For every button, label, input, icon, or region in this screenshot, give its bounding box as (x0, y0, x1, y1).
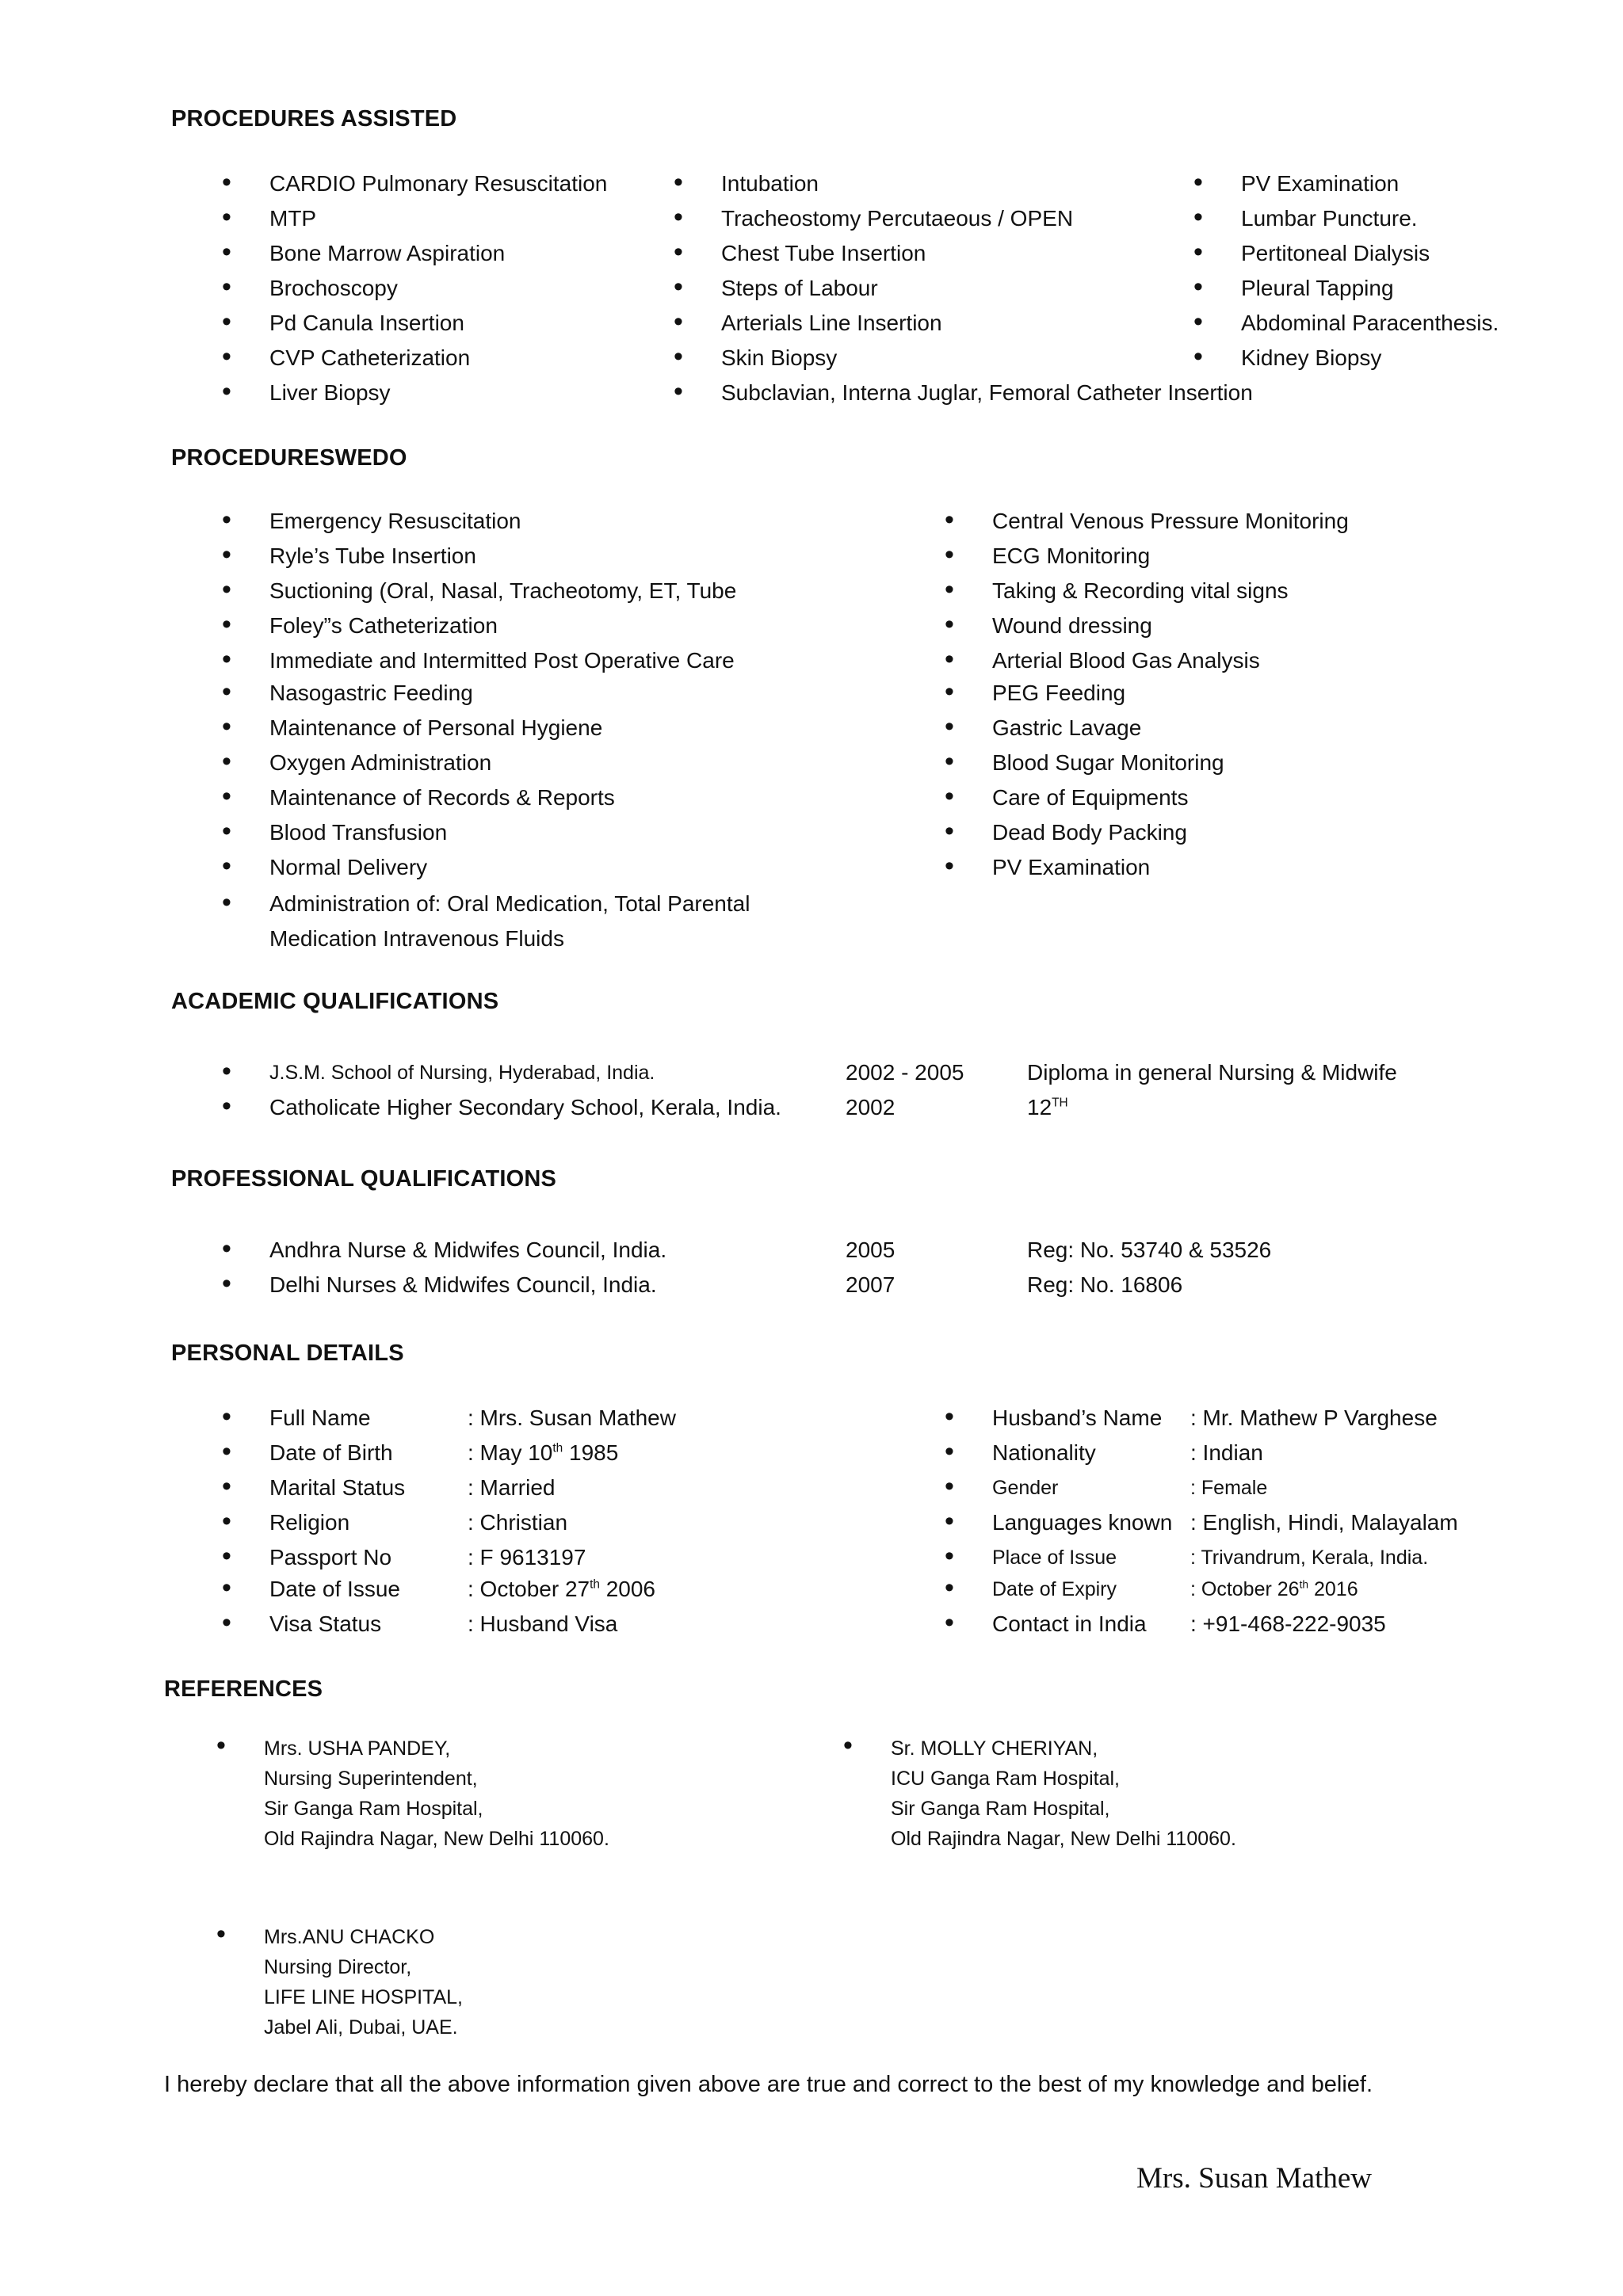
personal-value: : +91-468-222-9035 (1190, 1611, 1386, 1636)
list-item: • Nasogastric Feeding (269, 679, 473, 707)
personal-value: : October 26th 2016 (1190, 1578, 1358, 1600)
list-item: • Normal Delivery (269, 853, 427, 882)
personal-details-heading: PERSONAL DETAILS (171, 1341, 404, 1366)
personal-value: : Indian (1190, 1440, 1263, 1465)
list-item: • Subclavian, Interna Juglar, Femoral Catheter Insertion (721, 379, 1253, 407)
reference-hospital: LIFE LINE HOSPITAL, (264, 1986, 464, 2008)
professional-year: 2005 (846, 1238, 896, 1262)
reference-entry (264, 1733, 609, 1854)
list-item: • PV Examination (992, 853, 1150, 882)
references-heading: REFERENCES (164, 1676, 323, 1702)
personal-value: : Christian (468, 1510, 568, 1535)
professional-council: • Andhra Nurse & Midwifes Council, India. (269, 1236, 666, 1264)
registration-number: Reg: No. 16806 (1027, 1272, 1183, 1297)
personal-value: : May 10th 1985 (468, 1440, 619, 1465)
personal-label: • Date of Birth (269, 1439, 393, 1467)
reference-entry (264, 1922, 463, 2042)
list-item: • Lumbar Puncture. (1241, 204, 1418, 233)
professional-qualifications-heading: PROFESSIONAL QUALIFICATIONS (171, 1166, 557, 1192)
list-item: • Kidney Biopsy (1241, 344, 1381, 372)
personal-label: • Gender (992, 1474, 1058, 1502)
reference-name: • Sr. MOLLY CHERIYAN, (891, 1737, 1098, 1760)
reference-address: Old Rajindra Nagar, New Delhi 110060. (264, 1828, 609, 1850)
list-item: • Tracheostomy Percutaeous / OPEN (721, 204, 1073, 233)
academic-year: 2002 (846, 1095, 896, 1119)
declaration-text: I hereby declare that all the above information given above are true and correct to the best of my knowledge and belief. (164, 2072, 1373, 2097)
personal-value: : October 27th 2006 (468, 1577, 656, 1601)
personal-label: • Religion (269, 1508, 349, 1537)
reference-hospital: Sir Ganga Ram Hospital, (264, 1798, 483, 1820)
academic-institution: • J.S.M. School of Nursing, Hyderabad, India. (269, 1058, 655, 1087)
list-item: • Taking & Recording vital signs (992, 577, 1289, 605)
reference-title: Nursing Director, (264, 1956, 412, 1978)
list-item: • Administration of: Oral Medication, Total Parental (269, 890, 750, 918)
list-item: • CVP Catheterization (269, 344, 470, 372)
list-item: • Gastric Lavage (992, 714, 1141, 742)
personal-label: • Date of Issue (269, 1575, 400, 1604)
list-item: • Abdominal Paracenthesis. (1241, 309, 1499, 338)
list-item: • Intubation (721, 170, 819, 198)
personal-label: • Contact in India (992, 1610, 1147, 1638)
personal-label: • Full Name (269, 1404, 371, 1432)
list-item: • Suctioning (Oral, Nasal, Tracheotomy, ET, Tube (269, 577, 736, 605)
list-item: • Foley”s Catheterization (269, 612, 498, 640)
list-item: • Blood Transfusion (269, 818, 447, 847)
registration-number: Reg: No. 53740 & 53526 (1027, 1238, 1272, 1262)
list-item: • PV Examination (1241, 170, 1399, 198)
list-item: • Skin Biopsy (721, 344, 837, 372)
academic-qualifications-heading: ACADEMIC QUALIFICATIONS (171, 989, 499, 1014)
list-item: • Care of Equipments (992, 784, 1188, 812)
procedures-assisted-heading: PROCEDURES ASSISTED (171, 106, 457, 132)
reference-hospital: Sir Ganga Ram Hospital, (891, 1798, 1110, 1820)
personal-value: : Husband Visa (468, 1611, 618, 1636)
academic-institution: • Catholicate Higher Secondary School, Kerala, India. (269, 1093, 781, 1122)
list-item: • Central Venous Pressure Monitoring (992, 507, 1349, 536)
personal-label: • Languages known (992, 1508, 1172, 1537)
list-item: • Steps of Labour (721, 274, 878, 303)
personal-label: • Marital Status (269, 1474, 405, 1502)
personal-value: : Mrs. Susan Mathew (468, 1405, 676, 1430)
list-item: • Chest Tube Insertion (721, 239, 926, 268)
superscript: TH (1052, 1096, 1068, 1110)
list-item: • Pd Canula Insertion (269, 309, 464, 338)
personal-value: : Female (1190, 1477, 1268, 1499)
personal-value: : F 9613197 (468, 1545, 586, 1569)
personal-label: • Visa Status (269, 1610, 381, 1638)
list-item: • Brochoscopy (269, 274, 398, 303)
list-item: • Emergency Resuscitation (269, 507, 521, 536)
reference-entry (891, 1733, 1236, 1854)
personal-value: : English, Hindi, Malayalam (1190, 1510, 1458, 1535)
academic-detail: 12TH (1027, 1095, 1068, 1119)
academic-year: 2002 - 2005 (846, 1060, 964, 1085)
list-item: • Maintenance of Records & Reports (269, 784, 615, 812)
list-item: • MTP (269, 204, 316, 233)
list-item: • Pleural Tapping (1241, 274, 1394, 303)
list-item: • Maintenance of Personal Hygiene (269, 714, 602, 742)
personal-value: : Married (468, 1475, 556, 1500)
list-item-continuation: Medication Intravenous Fluids (269, 926, 564, 951)
personal-label: • Passport No (269, 1543, 391, 1572)
reference-name: • Mrs. USHA PANDEY, (264, 1737, 451, 1760)
personal-label: • Date of Expiry (992, 1575, 1117, 1604)
list-item: • Arterials Line Insertion (721, 309, 942, 338)
reference-address: Jabel Ali, Dubai, UAE. (264, 2016, 458, 2039)
personal-label: • Nationality (992, 1439, 1096, 1467)
list-item: • ECG Monitoring (992, 542, 1150, 570)
professional-council: • Delhi Nurses & Midwifes Council, India. (269, 1271, 657, 1299)
list-item: • Immediate and Intermitted Post Operative Care (269, 646, 735, 675)
signature: Mrs. Susan Mathew (1136, 2162, 1373, 2195)
list-item: • Wound dressing (992, 612, 1152, 640)
list-item: • PEG Feeding (992, 679, 1125, 707)
list-item: • Liver Biopsy (269, 379, 391, 407)
list-item: • Bone Marrow Aspiration (269, 239, 505, 268)
personal-value: : Trivandrum, Kerala, India. (1190, 1547, 1429, 1569)
list-item: • Pertitoneal Dialysis (1241, 239, 1430, 268)
reference-title: ICU Ganga Ram Hospital, (891, 1768, 1121, 1790)
reference-name: • Mrs.ANU CHACKO (264, 1926, 435, 1948)
professional-year: 2007 (846, 1272, 896, 1297)
list-item: • Ryle’s Tube Insertion (269, 542, 476, 570)
academic-detail: Diploma in general Nursing & Midwife (1027, 1060, 1397, 1085)
personal-label: • Place of Issue (992, 1543, 1117, 1572)
reference-title: Nursing Superintendent, (264, 1768, 478, 1790)
list-item: • CARDIO Pulmonary Resuscitation (269, 170, 607, 198)
personal-value: : Mr. Mathew P Varghese (1190, 1405, 1438, 1430)
list-item: • Arterial Blood Gas Analysis (992, 646, 1260, 675)
procedures-we-do-heading: PROCEDURESWEDO (171, 445, 407, 471)
reference-address: Old Rajindra Nagar, New Delhi 110060. (891, 1828, 1236, 1850)
list-item: • Blood Sugar Monitoring (992, 749, 1224, 777)
list-item: • Dead Body Packing (992, 818, 1187, 847)
list-item: • Oxygen Administration (269, 749, 491, 777)
personal-label: • Husband’s Name (992, 1404, 1162, 1432)
